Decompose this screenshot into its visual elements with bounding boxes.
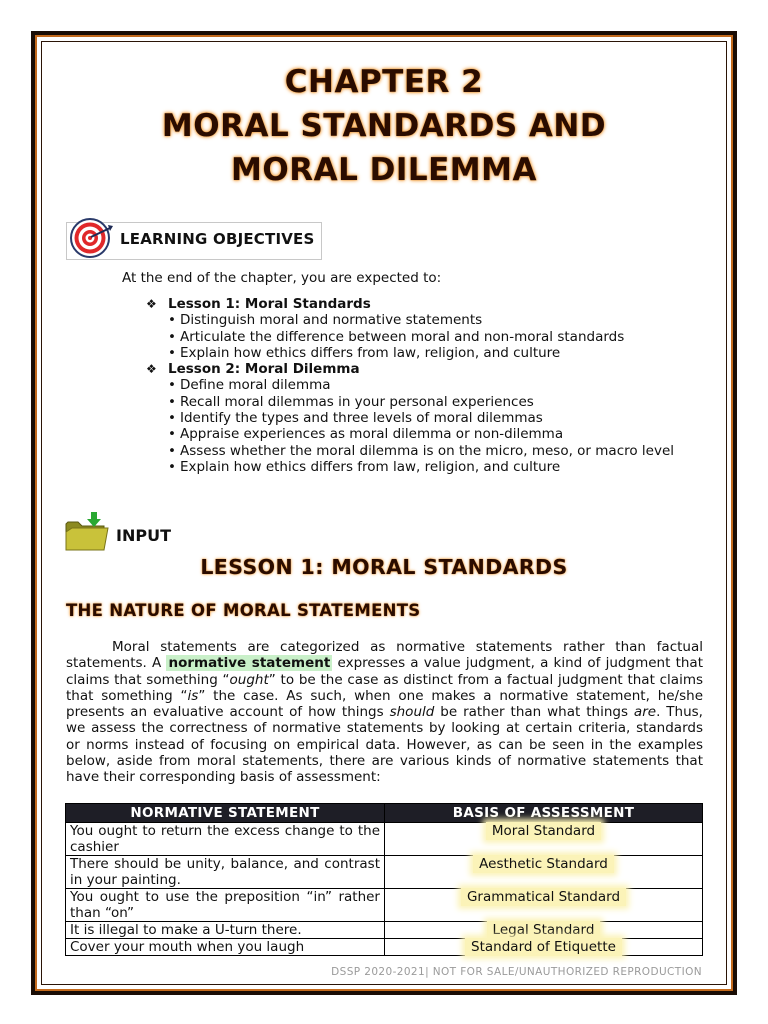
- chapter-title: [0, 60, 768, 192]
- basis-cell: Grammatical Standard: [385, 889, 703, 922]
- basis-cell: Standard of Etiquette: [385, 939, 703, 956]
- folder-download-icon: [64, 510, 110, 554]
- objectives-intro: At the end of the chapter, you are expected to:: [122, 270, 442, 286]
- list-item: • Articulate the difference between moral and non-moral standards: [146, 329, 726, 345]
- body-paragraph: Moral statements are categorized as normative statements rather than factual statements. A normative statement expresses a value judgment, a kind of judgment that claims that something “ought” to be the case as distinct from a factual judgment that claims that something “is” the case. As such, when one makes a normative statement, he/she presents an evaluative account of how things should be rather than what things are. Thus, we assess the correctness of normative statements by looking at certain criteria, standards or norms instead of focusing on empirical data. However, as can be seen in the examples below, aside from moral statements, there are various kinds of normative statements that have their corresponding basis of assessment:: [66, 639, 704, 786]
- target-icon: [70, 216, 114, 260]
- list-item: • Explain how ethics differs from law, religion, and culture: [146, 345, 726, 361]
- list-item: • Explain how ethics differs from law, religion, and culture: [146, 459, 726, 475]
- column-header: BASIS OF ASSESSMENT: [385, 804, 703, 823]
- table-row: [66, 856, 703, 889]
- lesson-heading: LESSON 1: MORAL STANDARDS: [200, 555, 568, 579]
- chapter-number: CHAPTER 2: [284, 64, 484, 100]
- list-item: • Assess whether the moral dilemma is on the micro, meso, or macro level: [146, 443, 726, 459]
- statement-cell: You ought to use the preposition “in” rather than “on”: [66, 889, 385, 922]
- input-label: INPUT: [116, 526, 171, 545]
- highlighted-term: normative statement: [168, 655, 331, 672]
- table-header-row: [66, 804, 703, 823]
- basis-cell: Aesthetic Standard: [385, 856, 703, 889]
- table-row: [66, 889, 703, 922]
- normative-statements-table: [65, 803, 703, 956]
- diamond-bullet-icon: ❖: [146, 297, 157, 311]
- list-item: • Appraise experiences as moral dilemma or non-dilemma: [146, 426, 726, 442]
- lesson-1-objectives-title: ❖ Lesson 1: Moral Standards: [146, 296, 371, 312]
- objectives-list: [146, 296, 726, 475]
- list-item: • Identify the types and three levels of moral dilemmas: [146, 410, 726, 426]
- diamond-bullet-icon: ❖: [146, 362, 157, 377]
- learning-objectives-label: LEARNING OBJECTIVES: [120, 230, 315, 248]
- list-item: • Recall moral dilemmas in your personal experiences: [146, 394, 726, 410]
- column-header: NORMATIVE STATEMENT: [66, 804, 385, 823]
- statement-cell: Cover your mouth when you laugh: [66, 939, 385, 956]
- basis-cell: Moral Standard: [385, 823, 703, 856]
- basis-cell: Legal Standard: [385, 922, 703, 939]
- statement-cell: There should be unity, balance, and contrast in your painting.: [66, 856, 385, 889]
- statement-cell: You ought to return the excess change to the cashier: [66, 823, 385, 856]
- list-item: • Distinguish moral and normative statements: [146, 312, 726, 328]
- list-item: • Define moral dilemma: [146, 377, 726, 393]
- lesson-2-objectives-title: ❖ Lesson 2: Moral Dilemma: [146, 361, 360, 378]
- section-heading: THE NATURE OF MORAL STATEMENTS: [66, 601, 421, 620]
- chapter-title-line-1: MORAL STANDARDS AND: [161, 108, 607, 144]
- table-row: [66, 922, 703, 939]
- footer-notice: DSSP 2020-2021| NOT FOR SALE/UNAUTHORIZED REPRODUCTION: [331, 966, 702, 978]
- chapter-title-line-2: MORAL DILEMMA: [231, 152, 537, 188]
- statement-cell: It is illegal to make a U-turn there.: [66, 922, 385, 939]
- table-row: [66, 823, 703, 856]
- table-row: [66, 939, 703, 956]
